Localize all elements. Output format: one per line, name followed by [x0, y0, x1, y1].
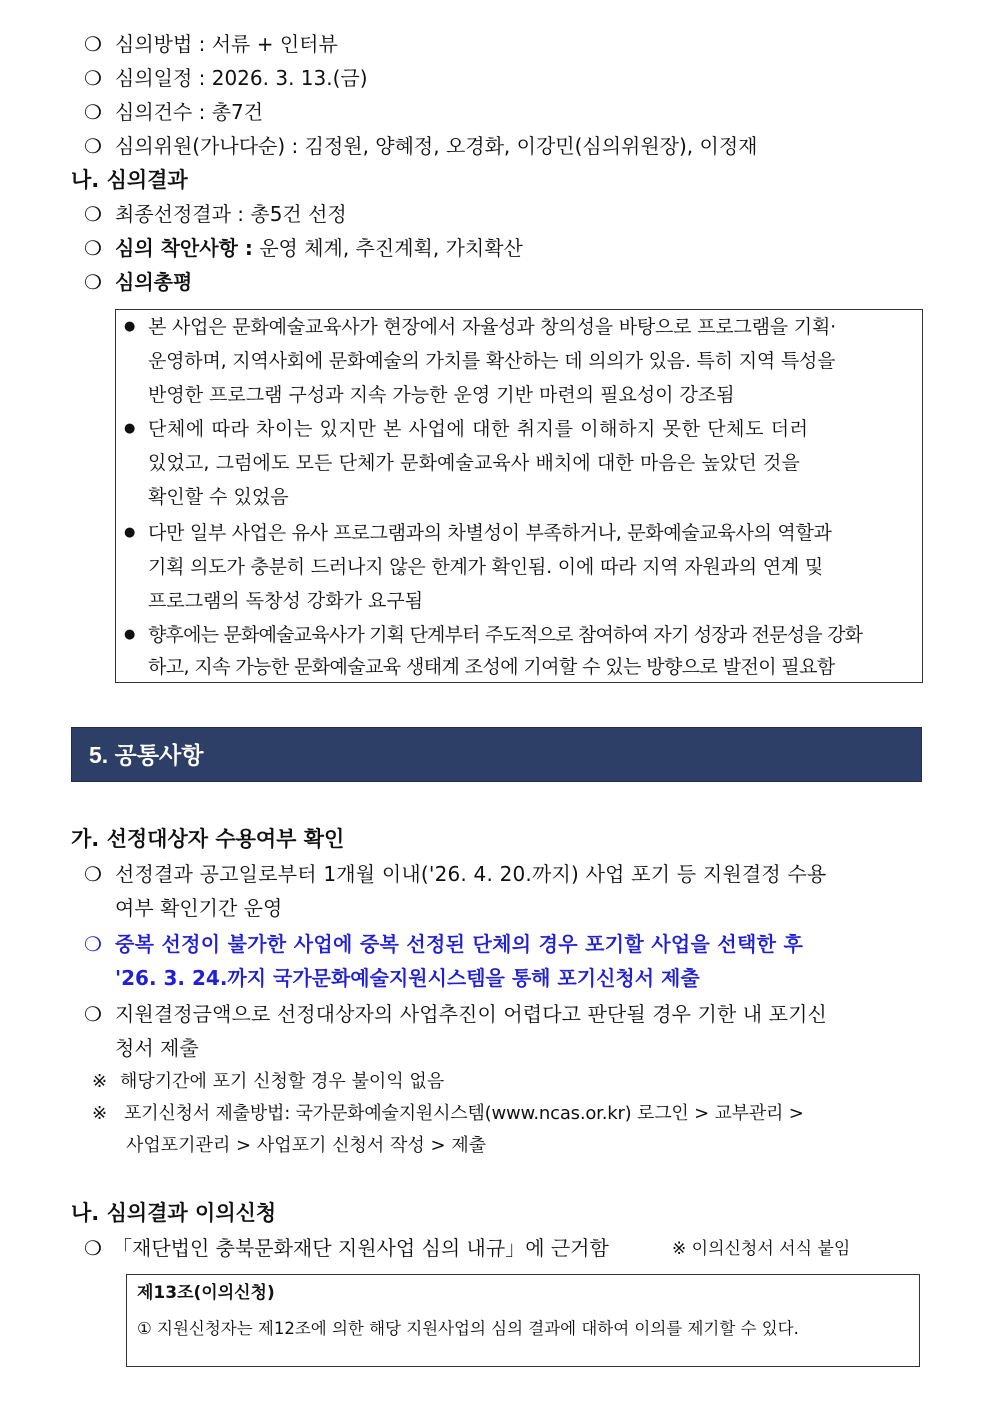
summary-line: 본 사업은 문화예술교육사가 현장에서 자율성과 창의성을 바탕으로 프로그램을 기획·: [148, 316, 836, 338]
circle-bullet-icon: ❍: [84, 202, 102, 226]
withdrawal-method-line2: 사업포기관리 > 사업포기 신청서 작성 > 제출: [126, 1135, 487, 1156]
note-no-penalty: 해당기간에 포기 신청할 경우 불이익 없음: [120, 1071, 445, 1092]
review-summary-label: 심의총평: [115, 270, 193, 294]
review-focus-points: [115, 235, 523, 261]
review-method: 심의방법 : 서류 + 인터뷰: [115, 32, 338, 56]
acceptance-period-line2: 여부 확인기간 운영: [115, 896, 283, 920]
dot-bullet-icon: ●: [124, 627, 136, 642]
review-count: 심의건수 : 총7건: [115, 100, 264, 124]
dot-bullet-icon: ●: [124, 421, 136, 436]
rule-article-text: ① 지원신청자는 제12조에 의한 해당 지원사업의 심의 결과에 대하여 이의를 제기할 수 있다.: [137, 1319, 799, 1338]
section-heading-appeal: 나. 심의결과 이의신청: [71, 1201, 277, 1225]
circle-bullet-icon: ❍: [84, 270, 102, 294]
summary-line: 프로그램의 독창성 강화가 요구됨: [148, 590, 424, 612]
section-title: 5. 공통사항: [89, 742, 204, 768]
circle-bullet-icon: ❍: [84, 862, 102, 886]
summary-line: 운영하며, 지역사회에 문화예술의 가치를 확산하는 데 의의가 있음. 특히 지역 특성을: [148, 350, 836, 372]
withdrawal-line1: 지원결정금액으로 선정대상자의 사업추진이 어렵다고 판단될 경우 기한 내 포기신: [115, 1002, 827, 1026]
review-date: 심의일정 : 2026. 3. 13.(금): [115, 66, 368, 90]
summary-line: 있었고, 그럼에도 모든 단체가 문화예술교육사 배치에 대한 마음은 높았던 것을: [148, 452, 800, 474]
appeal-basis: 「재단법인 충북문화재단 지원사업 심의 내규」에 근거함: [112, 1236, 609, 1260]
circle-bullet-icon: ❍: [84, 66, 102, 90]
circle-bullet-icon: ❍: [84, 932, 102, 956]
dot-bullet-icon: ●: [124, 319, 136, 334]
circle-bullet-icon: ❍: [84, 1002, 102, 1026]
circle-bullet-icon: ❍: [84, 1236, 102, 1260]
circle-bullet-icon: ❍: [84, 236, 102, 260]
circle-bullet-icon: ❍: [84, 32, 102, 56]
section-heading-acceptance: 가. 선정대상자 수용여부 확인: [71, 827, 345, 851]
appeal-form-note: ※ 이의신청서 서식 붙임: [672, 1239, 851, 1259]
acceptance-period-line1: 선정결과 공고일로부터 1개월 이내('26. 4. 20.까지) 사업 포기 등 지원결정 수용: [115, 862, 827, 886]
circle-bullet-icon: ❍: [84, 100, 102, 124]
withdrawal-line2: 청서 제출: [115, 1036, 199, 1060]
review-focus-text: 운영 체계, 추진계획, 가치확산: [252, 236, 523, 260]
rule-article-title: 제13조(이의신청): [137, 1283, 275, 1303]
summary-line: 기획 의도가 충분히 드러나지 않은 한계가 확인됨. 이에 따라 지역 자원과의 연계 및: [148, 556, 823, 578]
note-mark: ※: [92, 1103, 108, 1124]
section-bar-common-matters: [71, 727, 922, 782]
review-focus-label: 심의 착안사항 :: [115, 236, 253, 260]
duplicate-selection-line2: '26. 3. 24.까지 국가문화예술지원시스템을 통해 포기신청서 제출: [115, 966, 700, 990]
summary-line: 향후에는 문화예술교육사가 기획 단계부터 주도적으로 참여하여 자기 성장과 전문성을 강화: [148, 624, 863, 646]
review-committee: 심의위원(가나다순) : 김정원, 양혜정, 오경화, 이강민(심의위원장), 이정재: [115, 134, 758, 158]
dot-bullet-icon: ●: [124, 525, 136, 540]
rule-article-box: [126, 1274, 920, 1367]
section-heading-review-result: 나. 심의결과: [71, 168, 188, 192]
summary-line: 반영한 프로그램 구성과 지속 가능한 운영 기반 마련의 필요성이 강조됨: [148, 384, 735, 406]
duplicate-selection-line1: 중복 선정이 불가한 사업에 중복 선정된 단체의 경우 포기할 사업을 선택한 후: [115, 932, 804, 956]
circle-bullet-icon: ❍: [84, 134, 102, 158]
summary-line: 하고, 지속 가능한 문화예술교육 생태계 조성에 기여할 수 있는 방향으로 발전이 필요함: [148, 656, 835, 678]
withdrawal-method-line1: 포기신청서 제출방법: 국가문화예술지원시스템(www.ncas.or.kr) 로그인 > 교부관리 >: [124, 1103, 804, 1124]
note-mark: ※: [92, 1071, 108, 1092]
summary-line: 확인할 수 있었음: [148, 486, 289, 508]
summary-line: 단체에 따라 차이는 있지만 본 사업에 대한 취지를 이해하지 못한 단체도 더러: [148, 418, 809, 440]
review-summary-box: [115, 309, 923, 683]
final-selection-result: 최종선정결과 : 총5건 선정: [115, 202, 347, 226]
summary-line: 다만 일부 사업은 유사 프로그램과의 차별성이 부족하거나, 문화예술교육사의 역할과: [148, 522, 832, 544]
